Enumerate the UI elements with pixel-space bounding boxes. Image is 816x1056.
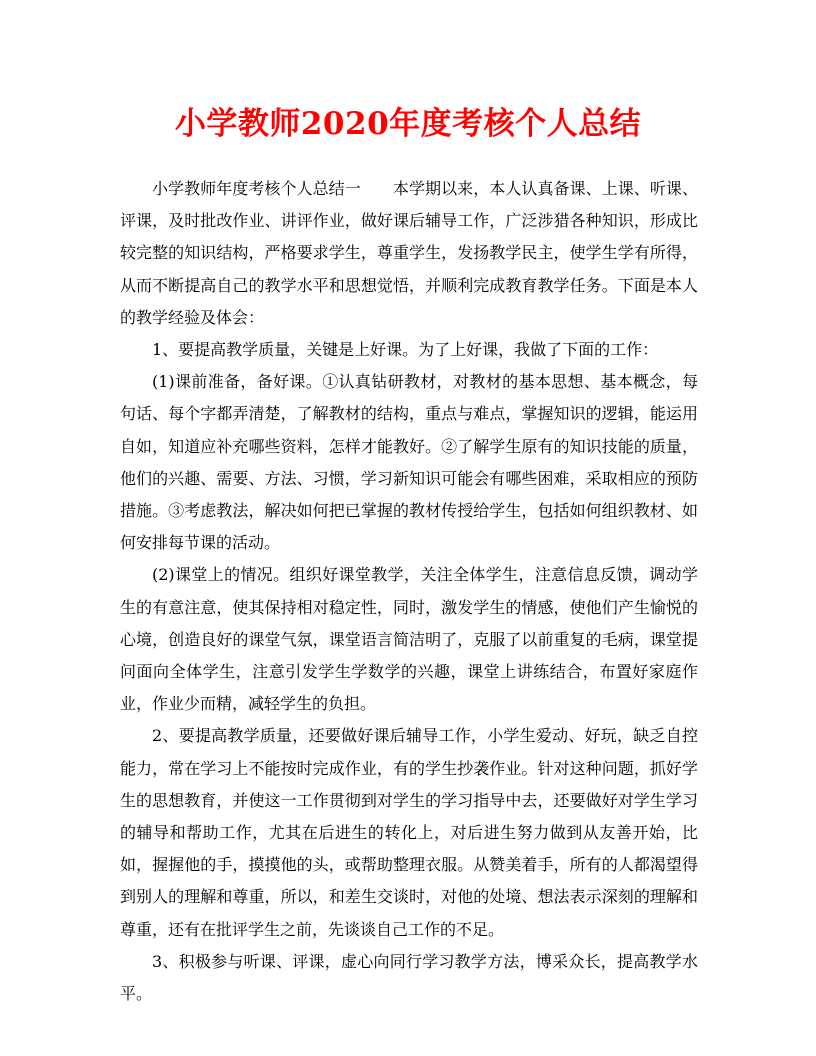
document-title: 小学教师2020年度考核个人总结	[174, 106, 642, 142]
paragraph-point-2: 2、要提高教学质量，还要做好课后辅导工作，小学生爱动、好玩，缺乏自控能力，常在学习上不能按时完成作业，有的学生抄袭作业。针对这种问题，抓好学生的思想教育，并使这一工作贯彻到对学生的学习指导中去，还要做好对学生学习的辅导和帮助工作，尤其在后进生的转化上，对后进生努力做到从友善开始，比如，握握他的手，摸摸他的头，或帮助整理衣服。从赞美着手，所有的人都渴望得到别人的理解和尊重，所以，和差生交谈时，对他的处境、想法表示深刻的理解和尊重，还有在批评学生之前，先谈谈自己工作的不足。	[120, 726, 698, 939]
paragraph-point-1-2: (2)课堂上的情况。组织好课堂教学，关注全体学生，注意信息反馈，调动学生的有意注意，使其保持相对稳定性，同时，激发学生的情感，使他们产生愉悦的心境，创造良好的课堂气氛，课堂语言简洁明了，克服了以前重复的毛病，课堂提问面向全体学生，注意引发学生学数学的兴趣，课堂上讲练结合，布置好家庭作业，作业少而精，减轻学生的负担。	[120, 565, 698, 714]
paragraph-point-3: 3、积极参与听课、评课，虚心向同行学习教学方法，博采众长，提高教学水平。	[120, 951, 698, 1004]
paragraph-point-1: 1、要提高教学质量，关键是上好课。为了上好课，我做了下面的工作：	[152, 340, 659, 360]
paragraph-point-1-1: (1)课前准备，备好课。①认真钻研教材，对教材的基本思想、基本概念，每句话、每个字都弄清楚，了解教材的结构，重点与难点，掌握知识的逻辑，能运用自如，知道应补充哪些资料，怎样才能教好。②了解学生原有的知识技能的质量，他们的兴趣、需要、方法、习惯，学习新知识可能会有哪些困难，采取相应的预防措施。③考虑教法，解决如何把已掌握的教材传授给学生，包括如何组织教材、如何安排每节课的活动。	[120, 372, 698, 553]
paragraph-intro: 小学教师年度考核个人总结一 本学期以来，本人认真备课、上课、听课、评课，及时批改作业、讲评作业，做好课后辅导工作，广泛涉猎各种知识，形成比较完整的知识结构，严格要求学生，尊重学生，发扬教学民主，使学生学有所得，从而不断提高自己的教学水平和思想觉悟，并顺利完成教育教学任务。下面是本人的教学经验及体会：	[120, 179, 698, 327]
document-body	[120, 173, 698, 1010]
